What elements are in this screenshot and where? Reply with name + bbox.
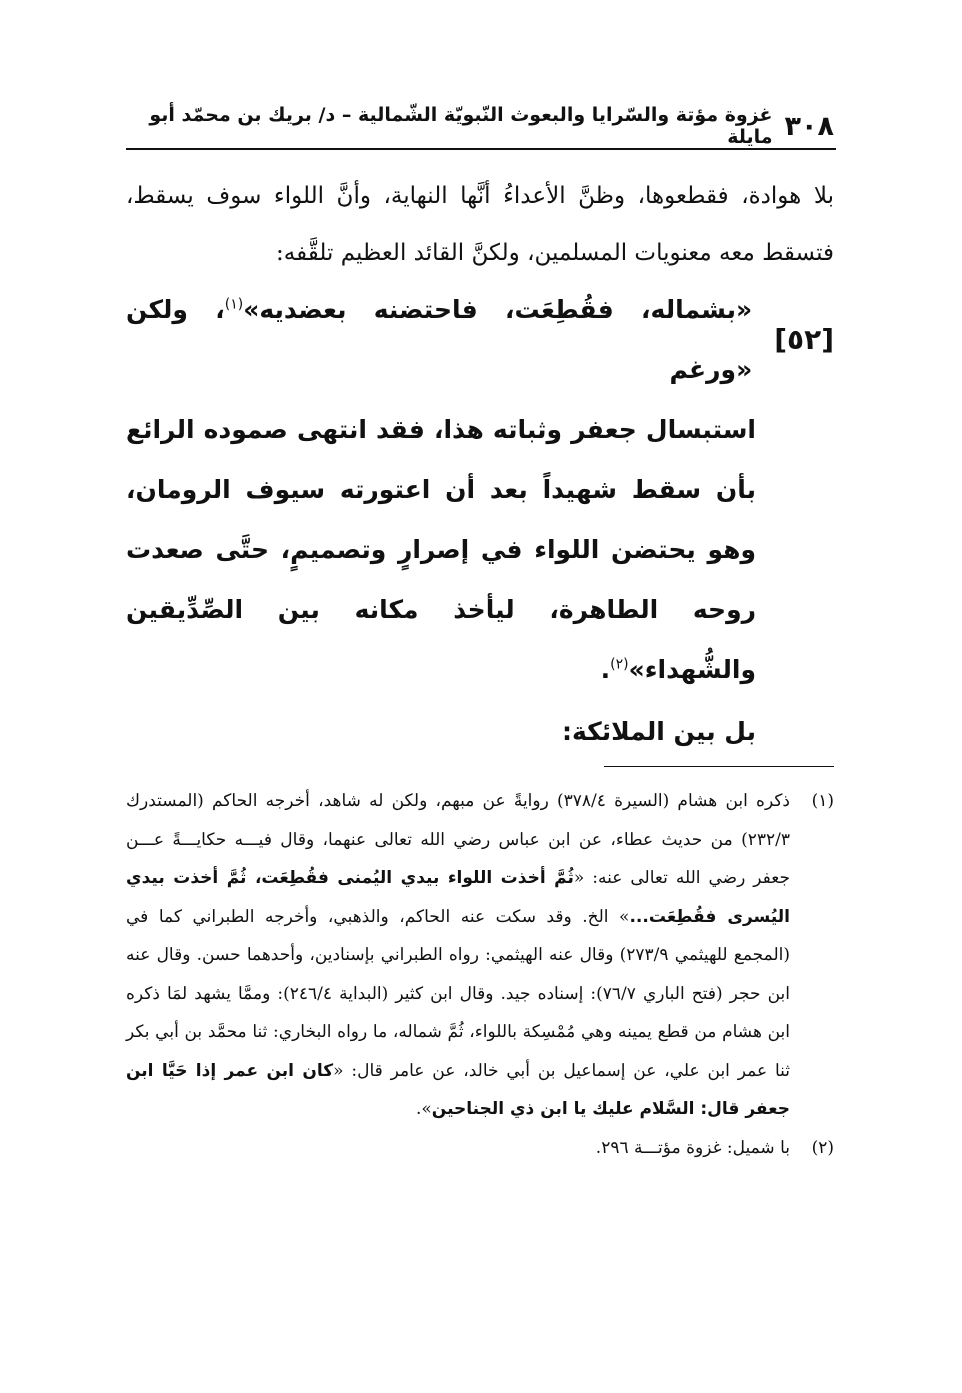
quote-first-line: [126, 280, 834, 400]
footnote-marker-2: (٢): [811, 1137, 834, 1158]
footnote-1-bold-2: كان ابن عمر إذا حَيَّا ابن جعفر قال: السَّلام عليك يا ابن ذي الجناحين: [126, 1060, 790, 1119]
quote-first-tail: ، ولكن «ورغم: [126, 295, 753, 384]
body-paragraph: بلا هوادة، فقطعوها، وظنَّ الأعداءُ أنَّها النهاية، وأنَّ اللواء سوف يسقط، فتسقط معه معنويات المسلمين، ولكنَّ القائد العظيم تلقَّفه:: [126, 183, 834, 266]
quote-first-text: [126, 280, 752, 400]
quote-first-segment: «بشماله، فقُطِعَت، فاحتضنه بعضديه»: [243, 295, 753, 324]
header-rule: [126, 148, 836, 150]
page-number: ٣٠٨: [784, 110, 834, 142]
footnotes: [126, 782, 834, 1167]
footnote-ref-2[interactable]: (٢): [610, 656, 629, 673]
quote-rest-end: .: [600, 655, 611, 684]
quote-continuation: [126, 400, 756, 700]
footnote-rule: [604, 766, 834, 767]
running-title: غزوة مؤتة والسّرايا والبعوث النّبويّة الشّمالية – د/ بريك بن محمّد أبو مايلة: [149, 104, 773, 148]
body-text: [126, 168, 834, 282]
quote-block: [126, 280, 834, 762]
footnote-ref-1[interactable]: (١): [224, 296, 244, 313]
footnote-1-part-2: » الخ. وقد سكت عنه الحاكم، والذهبي، وأخرجه الطبراني كما في (المجمع للهيثمي ٢٧٣/٩) وقال عنه الهيثمي: رواه الطبراني بإسنادين، وأحدهما حسن. وقال عنه ابن حجر (فتح الباري ٧٦/٧): إسناده جيد. وقال ابن كثير (البداية ٢٤٦/٤): وممَّا يشهد لمَا ذكره ابن هشام من قطع يمينه وهي مُمْسِكة باللواء، ثُمَّ شماله، ما رواه البخاري: ثنا محمَّد بن أبي بكر ثنا عمر ابن علي، عن إسماعيل بن أبي خالد، عن عامر قال: «: [126, 906, 791, 1081]
section-lead: بل بين الملائكة:: [562, 717, 756, 746]
quote-rest-text: استبسال جعفر وثباته هذا، فقد انتهى صموده الرائع بأن سقط شهيداً بعد أن اعتورته سيوف الرومان، وهو يحتضن اللواء في إصرارٍ وتصميمٍ، حتَّى صعدت روحه الطاهرة، ليأخذ مكانه بين الصِّدِّيقين والشُّهداء»: [126, 415, 756, 684]
footnote-text-2: با شميل: غزوة مؤتـــة ٢٩٦.: [595, 1137, 790, 1158]
footnote-1: [126, 782, 834, 1129]
footnote-text-1: [126, 782, 790, 1129]
footnote-marker-1: (١): [811, 791, 834, 811]
footnote-1-bold-1: ثُمَّ أخذت اللواء بيدي اليُمنى فقُطِعَت، ثُمَّ أخذت بيدي اليُسرى فقُطِعَت...: [126, 868, 790, 927]
footnote-1-part-1: ذكره ابن هشام (السيرة ٣٧٨/٤) روايةً عن مبهم، ولكن له شاهد، أخرجه الحاكم (المستدرك ٢٣٢/٣) من حديث عطاء، عن ابن عباس رضي الله تعالى عنهما، وقال فيـــه حكايـــةً عـــن جعفر رضي الله تعالى عنه: «: [126, 791, 790, 888]
footnote-2: [126, 1129, 834, 1168]
running-header: [128, 104, 834, 148]
footnote-1-part-3: ».: [415, 1099, 432, 1119]
quote-number: [٥٢]: [774, 323, 834, 356]
